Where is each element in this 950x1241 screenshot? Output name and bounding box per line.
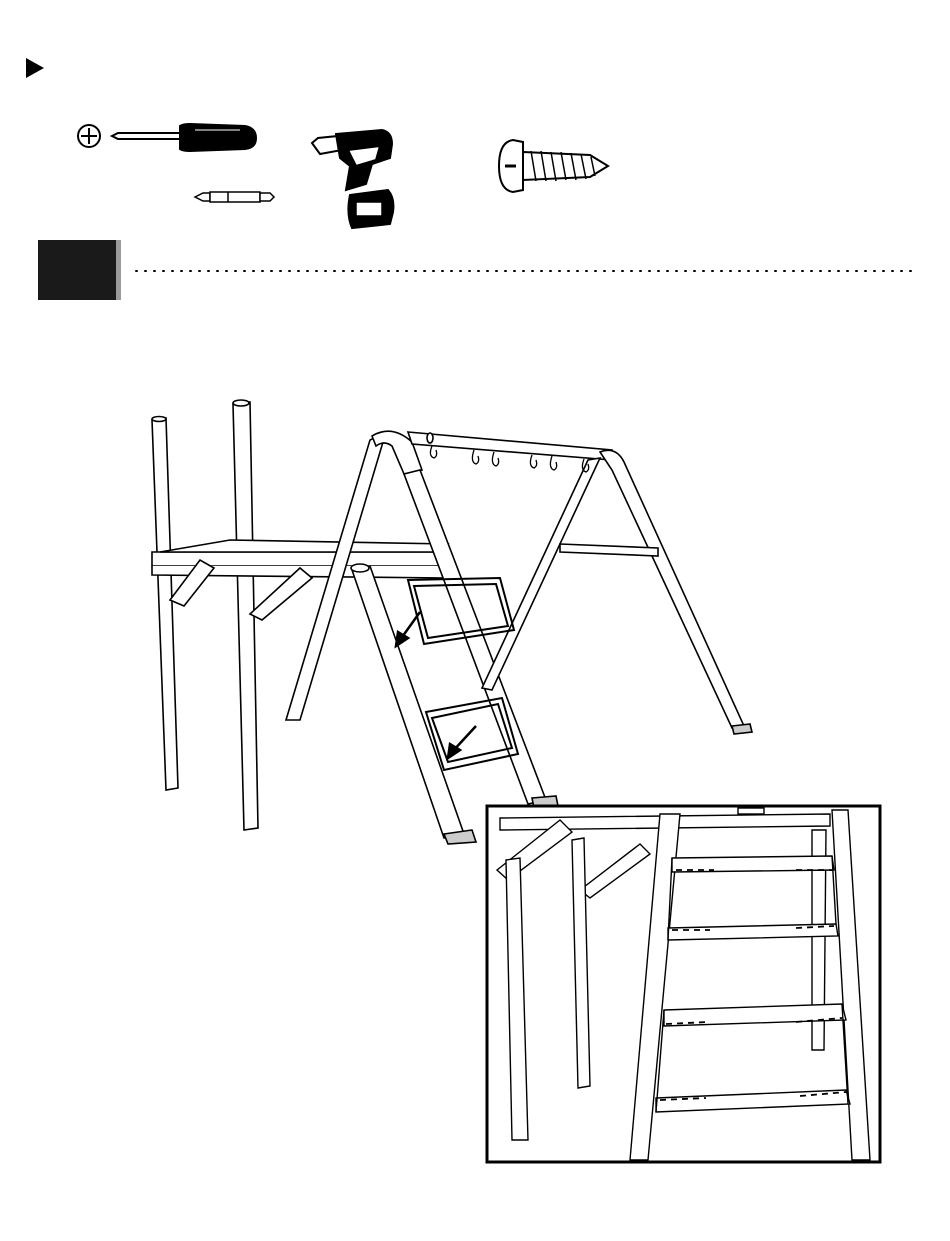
pan-head-screw-icon — [499, 140, 608, 192]
phillips-screwdriver-icon — [78, 124, 256, 151]
phillips-bit-icon — [195, 192, 274, 202]
swing-set-frame — [152, 400, 752, 844]
cordless-drill-icon — [312, 130, 393, 228]
detail-inset — [487, 806, 880, 1162]
